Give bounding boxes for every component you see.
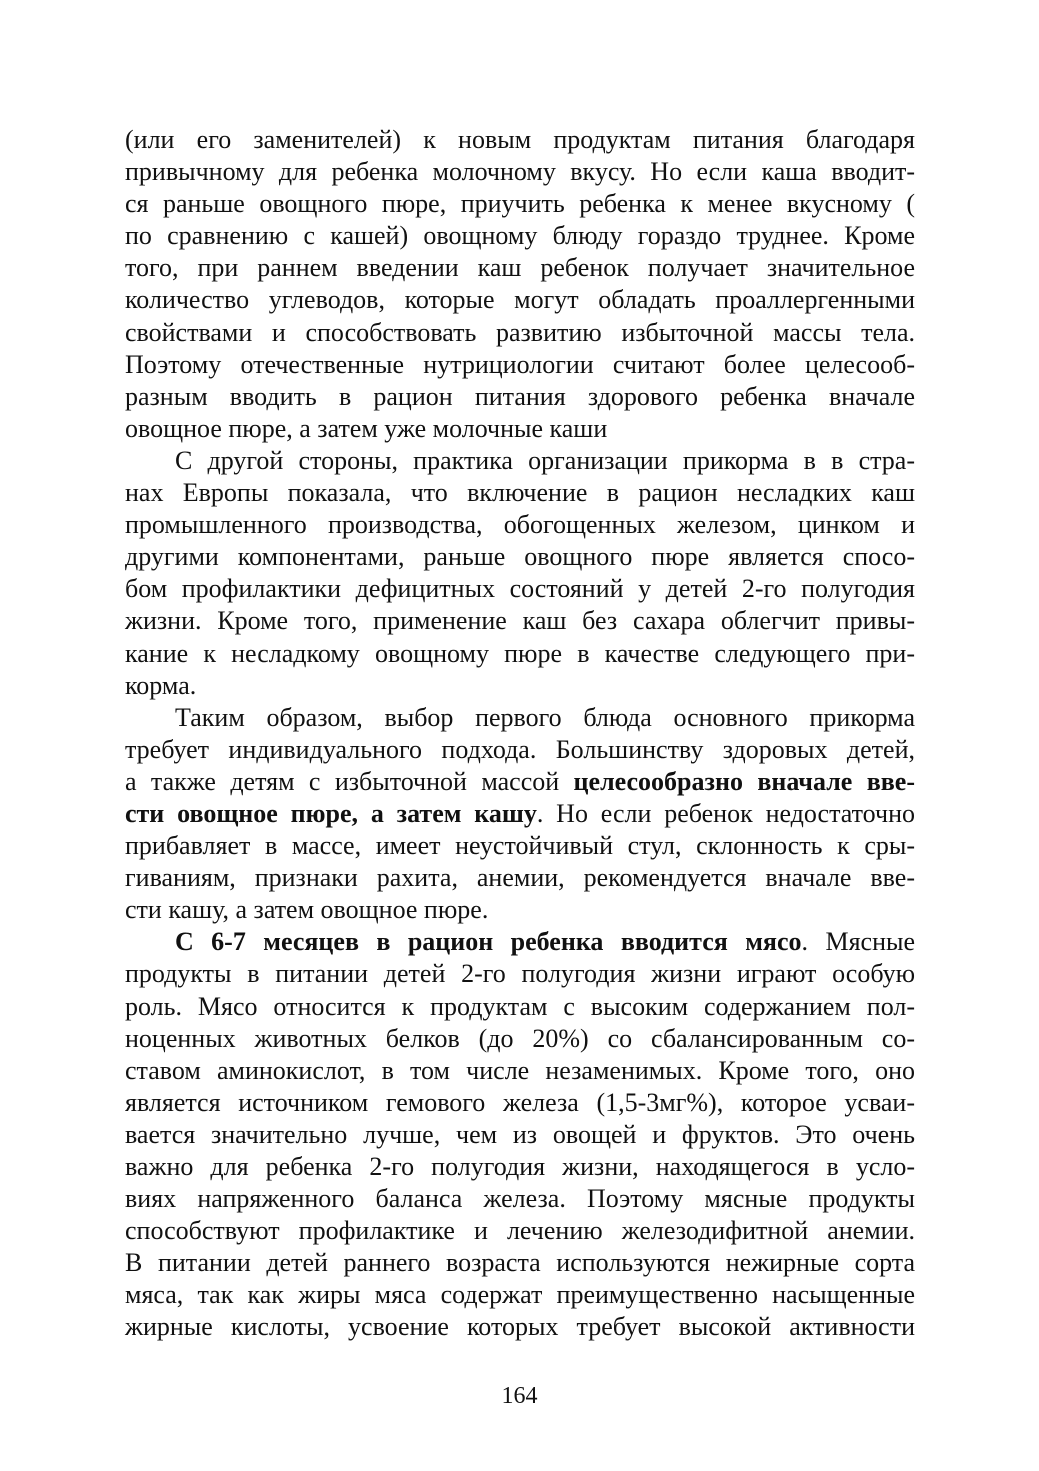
text-line — [125, 1087, 915, 1119]
text-run: Таким образом, выбор первого блюда основного прикорма — [175, 702, 915, 732]
text-run: количество углеводов, которые могут обладать проаллергенными — [125, 285, 915, 315]
text-run: ся раньше овощного пюре, приучить ребенка к менее вкусному ( — [125, 189, 915, 219]
bold-text: целесообразно вначале вве- — [573, 766, 915, 796]
text-line — [125, 798, 915, 830]
text-line — [125, 894, 915, 926]
text-line — [125, 1311, 915, 1343]
text-run: а также детям с избыточной массой — [125, 766, 574, 796]
text-run: мяса, так как жиры мяса содержат преимущественно насыщенные — [125, 1280, 915, 1310]
text-line — [125, 926, 915, 958]
text-line — [125, 670, 915, 702]
text-line — [125, 862, 915, 894]
text-run: Поэтому отечественные нутрициологии считают более целесооб- — [125, 349, 915, 379]
text-line — [125, 1279, 915, 1311]
text-line — [125, 702, 915, 734]
text-line — [125, 477, 915, 509]
text-run: . Но если ребенок недостаточно — [536, 798, 915, 828]
text-line — [125, 124, 915, 156]
text-run: ноценных животных белков (до 20%) со сбалансированным со- — [125, 1023, 915, 1053]
text-line — [125, 958, 915, 990]
text-run: роль. Мясо относится к продуктам с высоким содержанием пол- — [125, 991, 915, 1021]
text-run: виях напряженного баланса железа. Поэтому мясные продукты — [125, 1184, 915, 1214]
text-line — [125, 317, 915, 349]
text-line — [125, 381, 915, 413]
text-run: того, при раннем введении каш ребенок получает значительное — [125, 253, 915, 283]
text-line — [125, 1247, 915, 1279]
text-line — [125, 252, 915, 284]
text-run: В питании детей раннего возраста используются нежирные сорта — [125, 1248, 915, 1278]
text-run: по сравнению с кашей) овощному блюду гораздо труднее. Кроме — [125, 221, 915, 251]
text-line — [125, 541, 915, 573]
text-line — [125, 1119, 915, 1151]
text-line — [125, 1151, 915, 1183]
text-line — [125, 413, 915, 445]
text-line — [125, 188, 915, 220]
text-run: нах Европы показала, что включение в рацион несладких каш — [125, 478, 915, 508]
text-run: требует индивидуального подхода. Большинству здоровых детей, — [125, 734, 915, 764]
text-line — [125, 1023, 915, 1055]
text-run: промышленного производства, обогощенных железом, цинком и — [125, 510, 915, 540]
page-number: 164 — [501, 1383, 538, 1409]
text-run: . Мясные — [801, 927, 915, 957]
text-run: жизни. Кроме того, применение каш без сахара облегчит привы- — [125, 606, 915, 636]
text-run: овощное пюре, а затем уже молочные каши — [125, 413, 608, 443]
text-run: вается значительно лучше, чем из овощей и фруктов. Это очень — [125, 1119, 915, 1149]
text-line — [125, 1183, 915, 1215]
text-run: бом профилактики дефицитных состояний у детей 2-го полугодия — [125, 574, 915, 604]
text-run: прибавляет в массе, имеет неустойчивый стул, склонность к сры- — [125, 831, 915, 861]
text-run: способствуют профилактике и лечению железодифитной анемии. — [125, 1216, 915, 1246]
text-run: привычному для ребенка молочному вкусу. Но если каша вводит- — [125, 157, 915, 187]
text-run: свойствами и способствовать развитию избыточной массы тела. — [125, 317, 915, 347]
text-run: сти кашу, а затем овощное пюре. — [125, 895, 489, 925]
text-line — [125, 284, 915, 316]
paragraph — [125, 445, 915, 702]
text-run: является источником гемового железа (1,5-3мг%), которое усваи- — [125, 1087, 915, 1117]
text-run: С другой стороны, практика организации прикорма в в стра- — [175, 445, 915, 475]
text-run: корма. — [125, 670, 197, 700]
text-line — [125, 734, 915, 766]
text-run: разным вводить в рацион питания здорового ребенка вначале — [125, 381, 915, 411]
paragraph — [125, 702, 915, 927]
text-line — [125, 1055, 915, 1087]
text-line — [125, 445, 915, 477]
text-run: важно для ребенка 2-го полугодия жизни, находящегося в усло- — [125, 1152, 915, 1181]
text-run: кание к несладкому овощному пюре в качестве следующего при- — [125, 638, 915, 668]
bold-text: С 6-7 месяцев в рацион ребенка вводится мясо — [175, 927, 802, 957]
text-line — [125, 220, 915, 252]
text-line — [125, 766, 915, 798]
text-line — [125, 991, 915, 1023]
text-line — [125, 830, 915, 862]
text-run: жирные кислоты, усвоение которых требует высокой активности — [125, 1312, 915, 1342]
text-run: ставом аминокислот, в том числе незаменимых. Кроме того, оно — [125, 1055, 915, 1085]
paragraph — [125, 124, 915, 445]
text-run: продукты в питании детей 2-го полугодия жизни играют особую — [125, 959, 915, 989]
text-line — [125, 349, 915, 381]
text-line — [125, 509, 915, 541]
text-run: другими компонентами, раньше овощного пюре является спосо- — [125, 542, 915, 572]
text-line — [125, 605, 915, 637]
page-body — [125, 124, 915, 1344]
bold-text: сти овощное пюре, а затем кашу — [125, 798, 537, 828]
text-line — [125, 573, 915, 605]
text-run: (или его заменителей) к новым продуктам питания благодаря — [125, 125, 915, 154]
text-line — [125, 638, 915, 670]
text-run: гиваниям, признаки рахита, анемии, рекомендуется вначале вве- — [125, 863, 915, 893]
paragraph — [125, 926, 915, 1343]
text-line — [125, 1215, 915, 1247]
text-line — [125, 156, 915, 188]
